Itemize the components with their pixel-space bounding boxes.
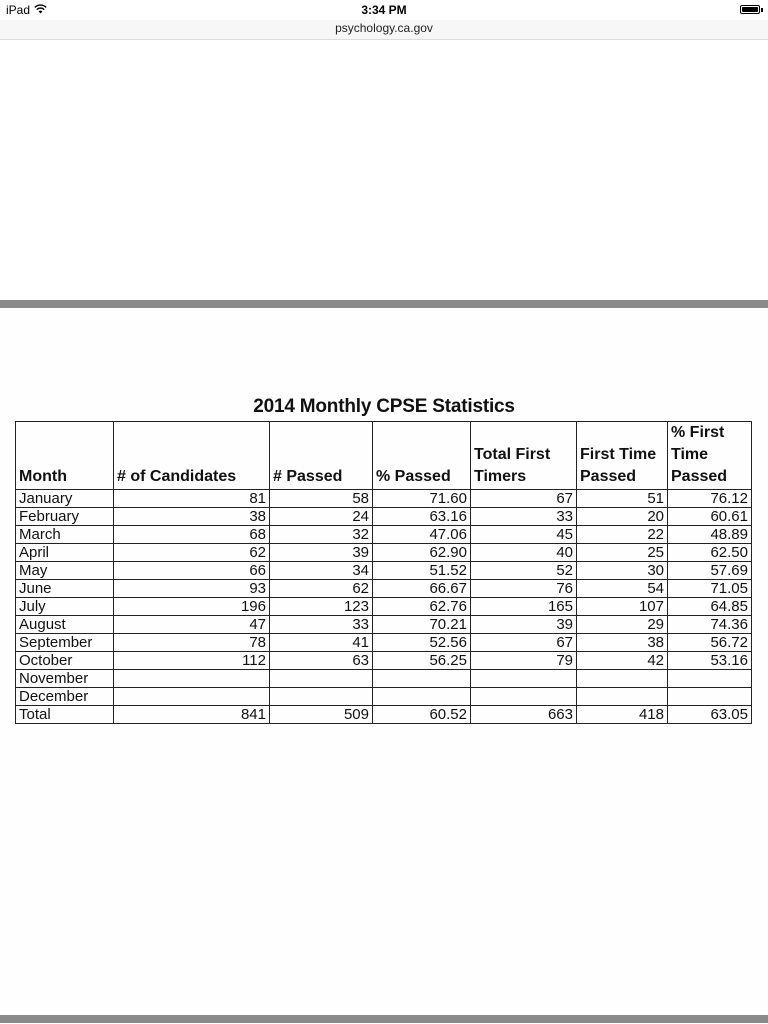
value-cell: 418 [577, 706, 668, 724]
value-cell: 76 [471, 580, 577, 598]
value-cell: 123 [270, 598, 373, 616]
address-bar[interactable]: psychology.ca.gov [0, 20, 768, 40]
table-row [16, 508, 752, 526]
month-cell: June [16, 580, 114, 598]
value-cell: 22 [577, 526, 668, 544]
value-cell: 841 [114, 706, 270, 724]
column-header: First Time Passed [577, 422, 668, 490]
value-cell: 63.05 [668, 706, 752, 724]
page-divider-bottom [0, 1015, 768, 1023]
column-header: # of Candidates [114, 422, 270, 490]
value-cell: 60.52 [373, 706, 471, 724]
value-cell: 60.61 [668, 508, 752, 526]
value-cell: 66 [114, 562, 270, 580]
value-cell: 70.21 [373, 616, 471, 634]
value-cell: 62.50 [668, 544, 752, 562]
value-cell [668, 688, 752, 706]
table-row [16, 544, 752, 562]
month-cell: April [16, 544, 114, 562]
table-header-row [16, 422, 752, 490]
value-cell: 68 [114, 526, 270, 544]
value-cell [577, 670, 668, 688]
value-cell [577, 688, 668, 706]
value-cell: 62 [270, 580, 373, 598]
battery-icon [740, 5, 760, 14]
table-row [16, 526, 752, 544]
value-cell: 47 [114, 616, 270, 634]
table-row [16, 688, 752, 706]
column-header: % Passed [373, 422, 471, 490]
value-cell [114, 670, 270, 688]
document-title: 2014 Monthly CPSE Statistics [253, 396, 515, 417]
value-cell: 45 [471, 526, 577, 544]
value-cell: 56.72 [668, 634, 752, 652]
value-cell: 39 [471, 616, 577, 634]
value-cell: 62 [114, 544, 270, 562]
value-cell: 33 [270, 616, 373, 634]
value-cell: 79 [471, 652, 577, 670]
value-cell: 112 [114, 652, 270, 670]
table-row [16, 706, 752, 724]
value-cell [373, 688, 471, 706]
value-cell: 81 [114, 490, 270, 508]
value-cell: 53.16 [668, 652, 752, 670]
value-cell: 63.16 [373, 508, 471, 526]
value-cell: 51 [577, 490, 668, 508]
value-cell: 40 [471, 544, 577, 562]
month-cell: September [16, 634, 114, 652]
page-divider-top [0, 300, 768, 308]
value-cell [114, 688, 270, 706]
value-cell: 39 [270, 544, 373, 562]
table-row [16, 562, 752, 580]
column-header: Month [16, 422, 114, 490]
value-cell: 34 [270, 562, 373, 580]
status-bar [0, 0, 768, 20]
value-cell: 32 [270, 526, 373, 544]
table-row [16, 634, 752, 652]
value-cell [471, 670, 577, 688]
value-cell [373, 670, 471, 688]
value-cell: 29 [577, 616, 668, 634]
value-cell: 24 [270, 508, 373, 526]
month-cell: January [16, 490, 114, 508]
value-cell: 63 [270, 652, 373, 670]
value-cell: 107 [577, 598, 668, 616]
month-cell: August [16, 616, 114, 634]
value-cell: 57.69 [668, 562, 752, 580]
value-cell [471, 688, 577, 706]
value-cell: 42 [577, 652, 668, 670]
month-cell: July [16, 598, 114, 616]
table-row [16, 616, 752, 634]
value-cell: 33 [471, 508, 577, 526]
month-cell: March [16, 526, 114, 544]
value-cell: 56.25 [373, 652, 471, 670]
value-cell: 58 [270, 490, 373, 508]
table-row [16, 670, 752, 688]
value-cell: 52 [471, 562, 577, 580]
value-cell: 663 [471, 706, 577, 724]
value-cell: 196 [114, 598, 270, 616]
month-cell: May [16, 562, 114, 580]
value-cell: 25 [577, 544, 668, 562]
value-cell: 38 [114, 508, 270, 526]
table-body [16, 490, 752, 724]
value-cell: 48.89 [668, 526, 752, 544]
value-cell: 62.76 [373, 598, 471, 616]
column-header: # Passed [270, 422, 373, 490]
value-cell: 62.90 [373, 544, 471, 562]
value-cell: 66.67 [373, 580, 471, 598]
table-row [16, 490, 752, 508]
value-cell: 20 [577, 508, 668, 526]
value-cell: 71.05 [668, 580, 752, 598]
table-row [16, 598, 752, 616]
value-cell [270, 688, 373, 706]
column-header: % First Time Passed [668, 422, 752, 490]
status-time: 3:34 PM [361, 3, 407, 17]
value-cell: 165 [471, 598, 577, 616]
value-cell: 51.52 [373, 562, 471, 580]
value-cell [270, 670, 373, 688]
battery-tip [761, 8, 763, 12]
value-cell: 67 [471, 634, 577, 652]
value-cell: 93 [114, 580, 270, 598]
value-cell [668, 670, 752, 688]
month-cell: December [16, 688, 114, 706]
month-cell: October [16, 652, 114, 670]
document-page [0, 308, 768, 1015]
value-cell: 67 [471, 490, 577, 508]
device-name: iPad [6, 3, 31, 17]
value-cell: 30 [577, 562, 668, 580]
value-cell: 52.56 [373, 634, 471, 652]
value-cell: 71.60 [373, 490, 471, 508]
column-header: Total First Timers [471, 422, 577, 490]
table-row [16, 580, 752, 598]
value-cell: 74.36 [668, 616, 752, 634]
value-cell: 78 [114, 634, 270, 652]
value-cell: 54 [577, 580, 668, 598]
value-cell: 76.12 [668, 490, 752, 508]
month-cell: February [16, 508, 114, 526]
table-row [16, 652, 752, 670]
value-cell: 38 [577, 634, 668, 652]
value-cell: 47.06 [373, 526, 471, 544]
month-cell: Total [16, 706, 114, 724]
value-cell: 64.85 [668, 598, 752, 616]
statistics-table [15, 421, 752, 724]
value-cell: 509 [270, 706, 373, 724]
month-cell: November [16, 670, 114, 688]
value-cell: 41 [270, 634, 373, 652]
